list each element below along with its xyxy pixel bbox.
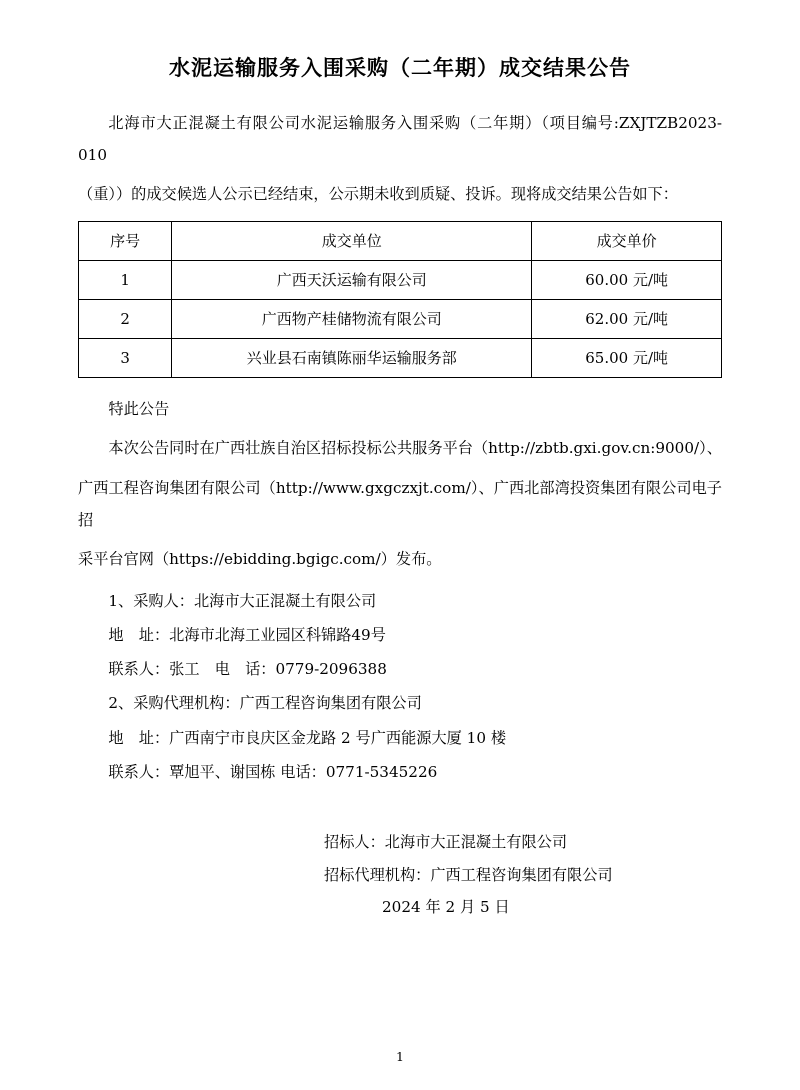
contact-purchaser-address: 地 址：北海市北海工业园区科锦路49号	[108, 626, 386, 645]
cell-price: 65.00 元/吨	[532, 338, 722, 377]
contact-purchaser-person: 联系人：张工 电 话：0779-2096388	[108, 660, 387, 679]
table-header-index: 序号	[79, 221, 172, 260]
signature-agency: 招标代理机构：广西工程咨询集团有限公司	[324, 865, 613, 884]
signature-date: 2024 年 2 月 5 日	[382, 897, 510, 916]
result-table	[78, 221, 722, 378]
intro-paragraph-line2: （重））的成交候选人公示已经结束，公示期未收到质疑、投诉。现将成交结果公告如下：	[78, 185, 678, 204]
table-row	[79, 338, 722, 377]
publish-paragraph-line1: 本次公告同时在广西壮族自治区招标投标公共服务平台（http://zbtb.gxi.gov.cn:9000/）、	[108, 439, 722, 458]
cell-price: 62.00 元/吨	[532, 299, 722, 338]
table-row	[79, 260, 722, 299]
contact-agency: 2、采购代理机构：广西工程咨询集团有限公司	[108, 694, 422, 713]
intro-paragraph-line1: 北海市大正混凝土有限公司水泥运输服务入围采购（二年期）（项目编号:ZXJTZB2023-010	[78, 114, 722, 164]
cell-index: 1	[79, 260, 172, 299]
cell-supplier: 广西物产桂储物流有限公司	[172, 299, 532, 338]
table-row	[79, 299, 722, 338]
page-title: 水泥运输服务入围采购（二年期）成交结果公告	[169, 55, 631, 80]
contact-agency-address: 地 址：广西南宁市良庆区金龙路 2 号广西能源大厦 10 楼	[108, 728, 507, 747]
cell-price: 60.00 元/吨	[532, 260, 722, 299]
table-header-price: 成交单价	[532, 221, 722, 260]
publish-paragraph-line2: 广西工程咨询集团有限公司（http://www.gxgczxjt.com/）、广西北部湾投资集团有限公司电子招	[78, 479, 722, 529]
table-header-supplier: 成交单位	[172, 221, 532, 260]
cell-index: 3	[79, 338, 172, 377]
notice-line: 特此公告	[108, 399, 170, 418]
cell-index: 2	[79, 299, 172, 338]
signature-tenderer: 招标人：北海市大正混凝土有限公司	[324, 833, 567, 852]
page-number: 1	[396, 1049, 404, 1064]
publish-paragraph-line3: 采平台官网（https://ebidding.bgigc.com/）发布。	[78, 550, 442, 569]
cell-supplier: 广西天沃运输有限公司	[172, 260, 532, 299]
contact-purchaser: 1、采购人：北海市大正混凝土有限公司	[108, 591, 377, 610]
table-header-row	[79, 221, 722, 260]
contact-agency-person: 联系人：覃旭平、谢国栋 电话：0771-5345226	[108, 762, 438, 781]
signature-block	[78, 827, 722, 922]
cell-supplier: 兴业县石南镇陈丽华运输服务部	[172, 338, 532, 377]
